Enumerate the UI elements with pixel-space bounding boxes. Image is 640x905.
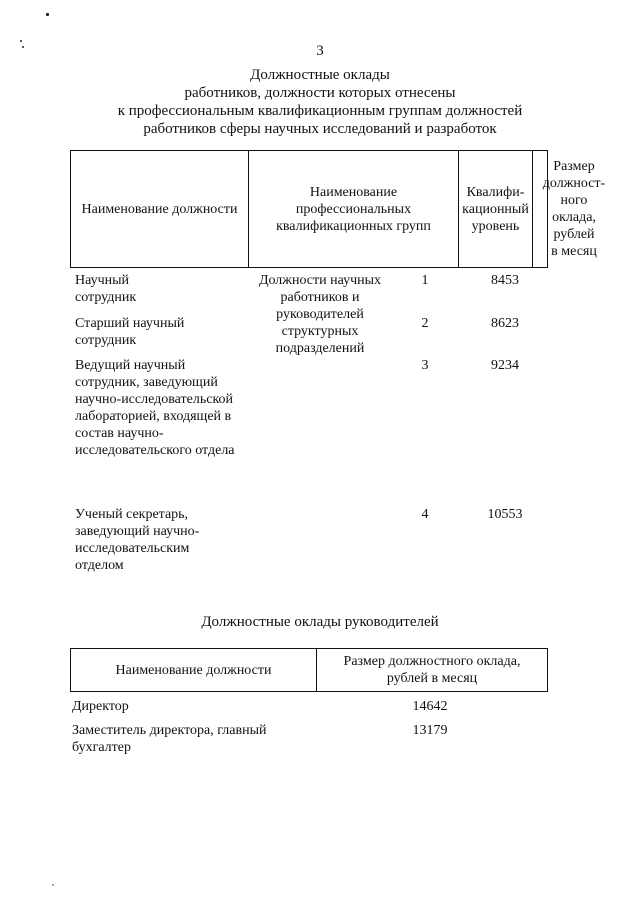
section-title: Должностные оклады руководителей [201,614,439,630]
table-row-salary: 10553 [487,507,523,522]
scan-speck [52,884,54,886]
title-line: работников, должности которых отнесены [184,85,456,101]
title-line: к профессиональным квалификационным группам должностей [117,103,523,119]
table-row-position: Заместитель директора, главный бухгалтер [72,723,267,755]
scan-speck [20,40,22,42]
table-row-salary: 9234 [491,358,519,373]
table-row-salary: 8623 [491,316,519,331]
table-row-level: 1 [421,273,429,288]
table-row-position: Старший научный сотрудник [75,316,185,348]
header-position: Наименование должности [71,151,249,267]
table-row-position: Директор [72,699,129,714]
header-level: Квалифи- кационный уровень [459,151,533,267]
page-title [60,66,580,138]
header-position: Наименование должности [71,649,317,691]
table-row-salary: 13179 [412,723,448,738]
table-row-level: 2 [421,316,429,331]
table-row-position: Ведущий научный сотрудник, заведующий научно-исследовательской лабораторией, входящей в состав научно-исследовательского отдела [75,358,235,458]
table-row-level: 3 [421,358,429,373]
group-name: Должности научных работников и руководителей структурных подразделений [258,273,382,356]
table2-header [70,648,548,692]
header-salary: Размер должностного оклада, рублей в месяц [343,654,521,686]
scan-speck [46,13,49,16]
table-row-salary: 8453 [491,273,519,288]
table-row-salary: 14642 [412,699,448,714]
title-line: Должностные оклады [250,67,390,83]
header-group: Наименование профессиональных квалификационных групп [249,151,459,267]
title-line: работников сферы научных исследований и разработок [143,121,497,137]
header-salary: Размер должност- ного оклада, рублей в месяц [542,159,606,259]
page-number: 3 [316,43,324,59]
table1-header [70,150,606,268]
table-row-position: Научный сотрудник [75,273,137,305]
table-row-level: 4 [421,507,429,522]
table-row-position: Ученый секретарь, заведующий научно-исследовательским отделом [75,507,200,573]
